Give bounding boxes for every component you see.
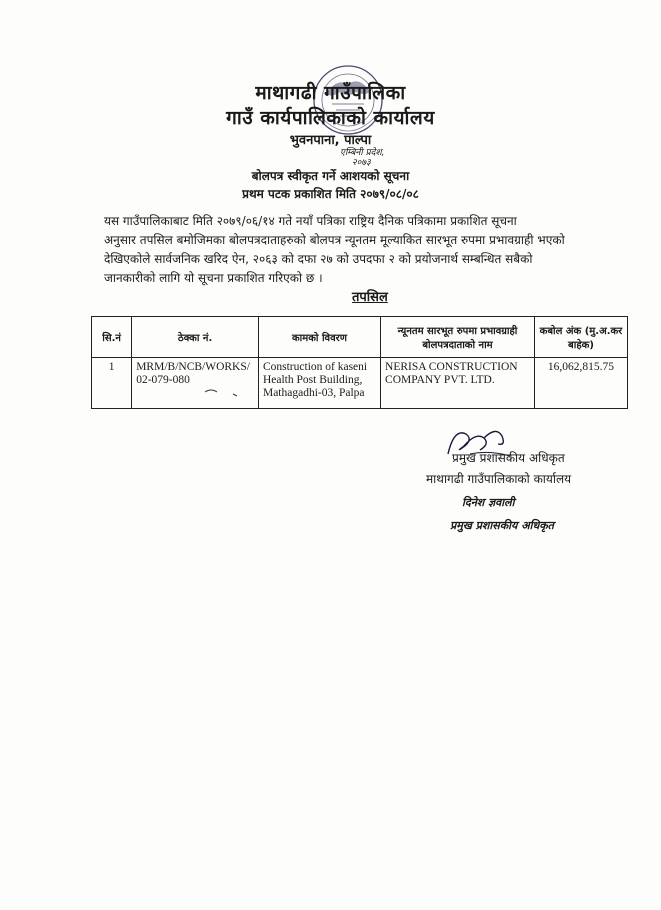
- header-amount: कबोल अंक (मु.अ.कर बाहेक): [534, 317, 627, 358]
- notice-published-date: प्रथम पटक प्रकाशित मिति २०७९/०८/०८: [242, 187, 419, 201]
- notice-title: बोलपत्र स्वीकृत गर्ने आशयको सूचना: [251, 169, 410, 183]
- cell-amount: 16,062,815.75: [534, 358, 627, 409]
- office-address: भुवनपाना, पाल्पा: [289, 133, 372, 148]
- pen-mark-icon: [203, 386, 243, 398]
- office-name: गाउँ कार्यपालिकाको कार्यालय: [226, 107, 435, 129]
- cell-bidder: NERISA CONSTRUCTION COMPANY PVT. LTD.: [381, 358, 535, 409]
- municipality-name: माथागढी गाउँपालिका: [255, 82, 406, 104]
- signatory-title: प्रमुख प्रशासकीय अधिकृत: [452, 451, 565, 465]
- stamp-name: दिनेश ज्ञवाली: [462, 496, 515, 509]
- notice-body-line: जानकारीको लागि यो सूचना प्रकाशित गरिएको छ ।: [104, 271, 323, 285]
- cell-description: Construction of kaseni Health Post Building, Mathagadhi-03, Palpa: [258, 358, 380, 409]
- notice-body-line: देखिएकोले सार्वजनिक खरिद ऐन, २०६३ को दफा २७ को उपदफा २ को प्रयोजनार्थ सम्बन्धित सबैको: [104, 252, 533, 266]
- table-header-row: [92, 317, 628, 358]
- cell-contract-no: MRM/B/NCB/WORKS/ 02-079-080: [132, 358, 259, 409]
- header-bidder: न्यूनतम सारभूत रुपमा प्रभावग्राही बोलपत्रदाताको नाम: [381, 317, 535, 358]
- bid-table: [91, 316, 628, 409]
- header-contract-no: ठेक्का नं.: [132, 317, 259, 358]
- notice-body-line: यस गाउँपालिकाबाट मिति २०७९/०६/१४ गते नयाँ पत्रिका राष्ट्रिय दैनिक पत्रिकामा प्रकाशित सूचना: [104, 214, 517, 228]
- signatory-office: माथागढी गाउँपालिकाको कार्यालय: [426, 472, 572, 486]
- notice-body: [104, 212, 624, 288]
- notice-body-line: अनुसार तपसिल बमोजिमका बोलपत्रदाताहरुको बोलपत्र न्यूनतम मूल्याकित सारभूत रुपमा प्रभावग्राही भएको: [104, 233, 565, 247]
- seal-text-year: २०७३: [352, 158, 371, 168]
- schedule-heading: तपसिल: [352, 290, 388, 305]
- seal-text-province: एम्बिनी प्रदेश,: [340, 148, 385, 158]
- header-description: कामको विवरण: [258, 317, 380, 358]
- table-row: [92, 358, 628, 409]
- header-sn: सि.नं: [92, 317, 132, 358]
- stamp-title: प्रमुख प्रशासकीय अधिकृत: [450, 519, 554, 532]
- cell-sn: 1: [92, 358, 132, 409]
